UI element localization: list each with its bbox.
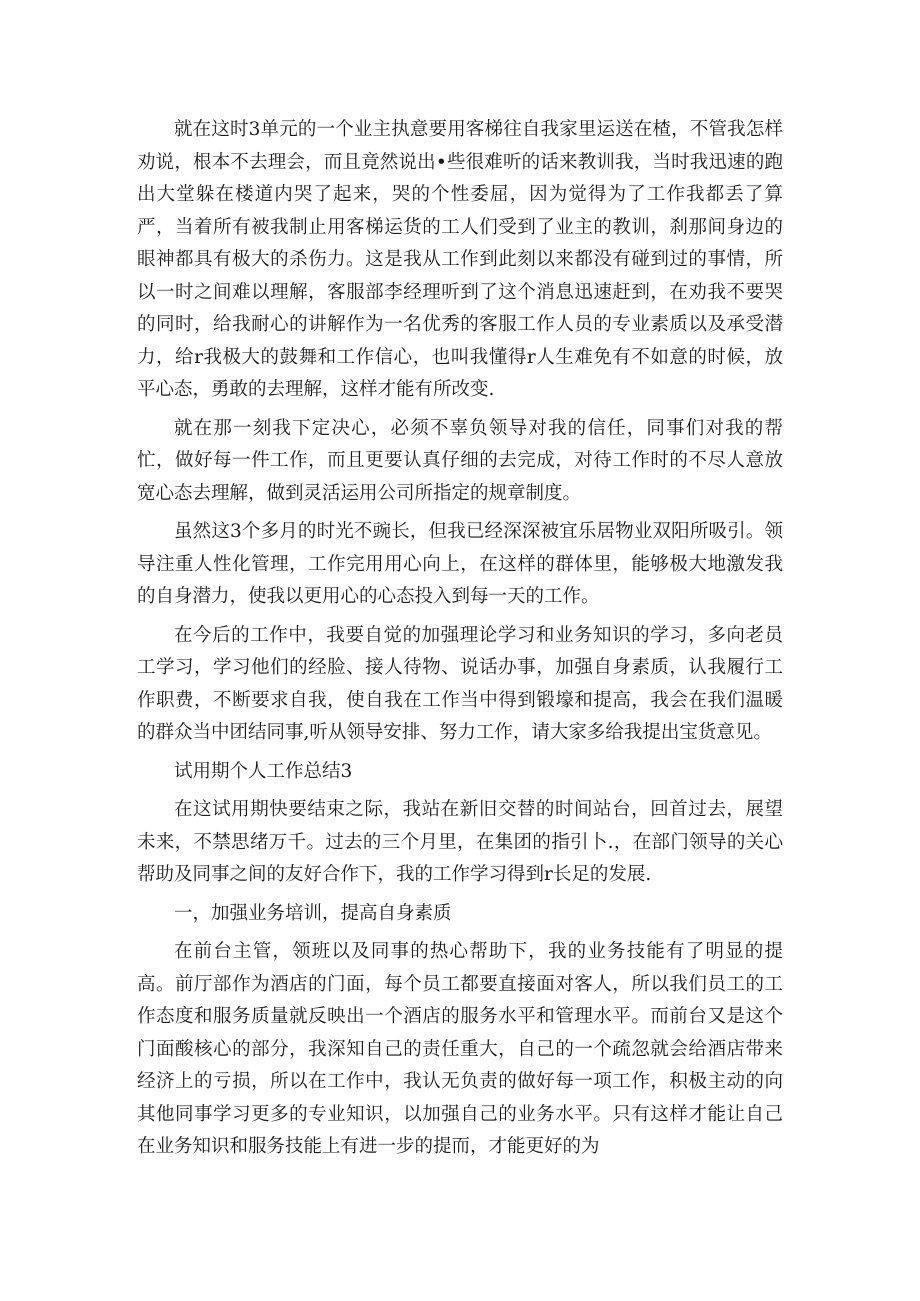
paragraph-future-work: 在今后的工作中，我要自觉的加强理论学习和业务知识的学习，多向老员工学习，学习他们的经脸、接人待物、说话办事，加强自身素质，认我履行工作职费，不断要求自我，使自我在工作当中得到锻壕和提高，我会在我们温暖的群众当中团结同事,听从领导安排、努力工作，请大家多给我提出宝货意见。 xyxy=(137,624,783,743)
paragraph-front-desk: 在前台主管，领班以及同事的热心帮助下，我的业务技能有了明显的提高。前厅部作为酒店的门面，每个员工都要直接面对客人，所以我们员工的工作态度和服务质量就反映出一个酒店的服务水平和管理水平。而前台又是这个门面酸核心的部分，我深知自己的责任重大，自己的一个疏忽就会给酒店带来经济上的亏损，所以在工作中，我认无负责的做好每一项工作，积极主动的向其他同事学习更多的专业知识，以加强自己的业务水平。只有这样才能让自己在业务知识和服务技能上有进一步的提而，才能更好的为 xyxy=(137,941,783,1157)
section-heading-summary-3: 试用期个人工作总结3 xyxy=(174,760,353,782)
document-page xyxy=(137,114,783,1170)
paragraph-probation-end: 在这试用期快要结束之际，我站在新旧交替的时间站台，回首过去，展望未来，不禁思绪万千。过去的三个月里，在集团的指引卜.，在部门领导的关心帮助及同事之间的友好合作下，我的工作学习得到r长足的发展. xyxy=(137,799,783,885)
paragraph-elevator-incident: 就在这时3单元的一个业主执意要用客梯往自我家里运送在楂，不管我怎样劝说，根本不去理会，而且竟然说出•些很难听的话来教训我，当时我迅速的跑出大堂躲在楼道内哭了起来，哭的个性委屈，因为觉得为了工作我都丢了算严，当着所有被我制止用客梯运货的工人们受到了业主的教训，刹那间身边的眼神都具有极大的杀伤力。这是我从工作到此刻以来都没有碰到过的事情，所以一时之间难以理解，客服部李经理听到了这个消息迅速赶到，在劝我不要哭的同时，给我耐心的讲解作为一名优秀的客服工作人员的专业素质以及承受潜力，给r我极大的鼓舞和工作信心，也叫我懂得r人生难免有不如意的时候，放平心态，勇敢的去理解，这样才能有所改变. xyxy=(137,119,783,400)
paragraph-three-months: 虽然这3个多月的时光不豌长，但我已经深深被宜乐居物业双阳所吸引。领导注重人性化管理，工作完用用心向上，在这样的群体里，能够极大地激发我的自身潜力，使我以更用心的心态投入到每一天的工作。 xyxy=(137,521,783,607)
section-heading-training: 一，加强业务培训，提高自身素质 xyxy=(174,902,452,924)
paragraph-resolution: 就在那一刻我下定决心，必须不辜负领导对我的信任，同事们对我的帮忙，做好每一件工作，而且更要认真仔细的去完成，对待工作时的不尽人意放宽心态去理解，做到灵活运用公司所指定的规章制度。 xyxy=(137,417,783,504)
